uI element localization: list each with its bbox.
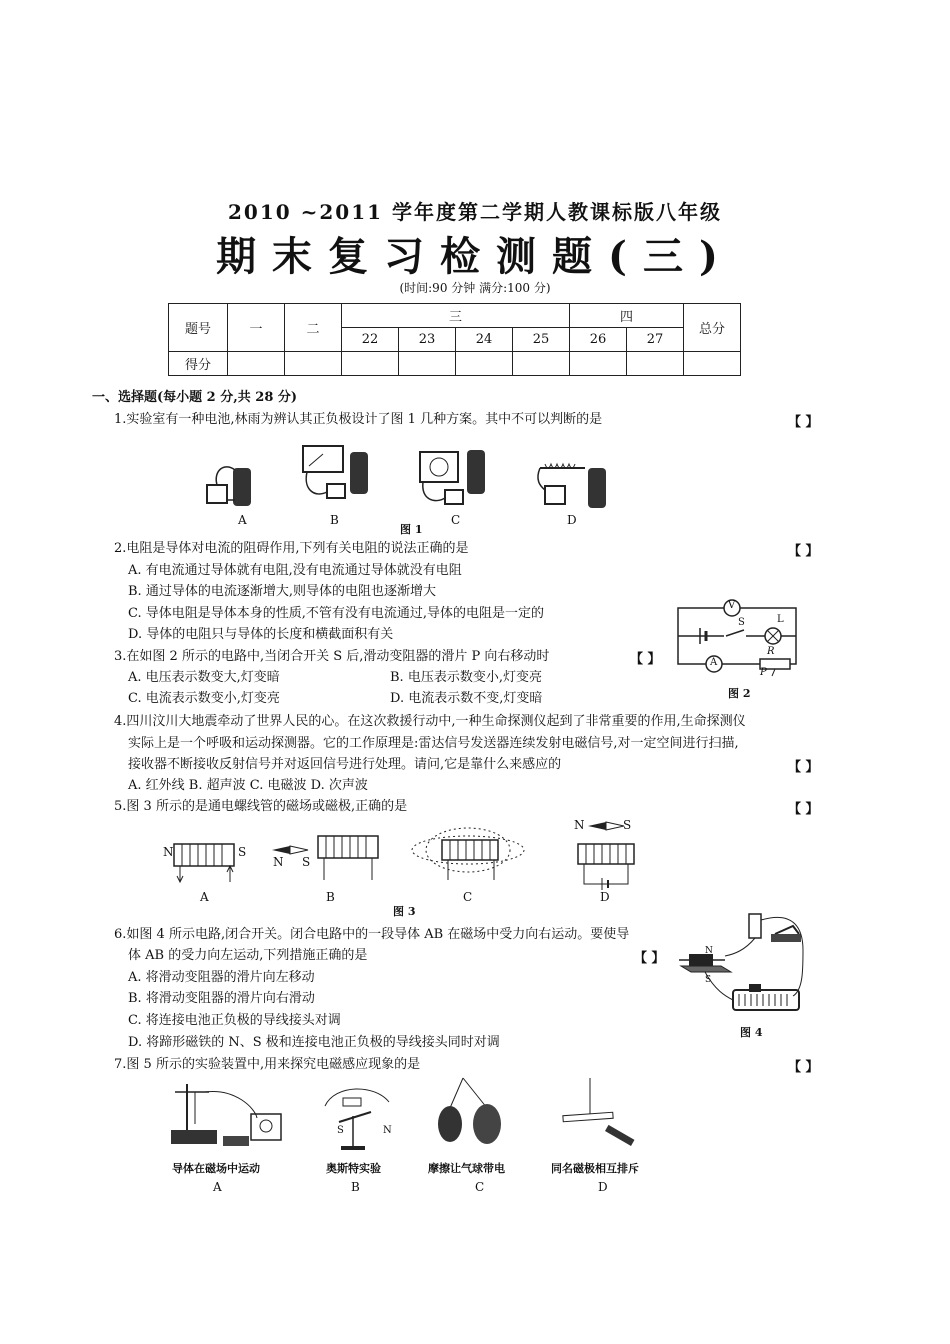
fig5-option-d (563, 1078, 635, 1146)
figure-1 (195, 440, 625, 530)
fig3-d-n: N (574, 818, 585, 832)
q26-header: 26 (570, 328, 627, 352)
fig3-b-s: S (302, 855, 311, 869)
fig2-label-a: A (710, 657, 718, 668)
fig1-label-c: C (451, 513, 461, 527)
q6-option-a: A. 将滑动变阻器的滑片向左移动 (128, 970, 315, 985)
answer-bracket[interactable]: 【 】 (788, 802, 819, 817)
part3-header: 三 (342, 304, 570, 328)
score-cell[interactable] (684, 352, 741, 376)
q6-option-c: C. 将连接电池正负极的导线接头对调 (128, 1013, 341, 1028)
fig3-a-n: N (163, 845, 174, 859)
q1-stem: 1.实验室有一种电池,林雨为辨认其正负极设计了图 1 几种方案。其中不可以判断的是 (114, 412, 603, 427)
fig5-caption-a: 导体在磁场中运动 (172, 1162, 260, 1175)
fig3-d-s: S (623, 818, 632, 832)
fig5-label-a: A (213, 1180, 222, 1194)
fig5-label-c: C (475, 1180, 485, 1194)
fig4-caption: 图 4 (740, 1026, 763, 1039)
fig2-label-p: P (760, 667, 767, 678)
fig1-label-d: D (567, 513, 577, 527)
fig3-label-a: A (200, 890, 209, 904)
score-cell[interactable] (285, 352, 342, 376)
score-cell[interactable] (228, 352, 285, 376)
answer-bracket[interactable]: 【 】 (788, 415, 819, 430)
q3-stem: 3.在如图 2 所示的电路中,当闭合开关 S 后,滑动变阻器的滑片 P 向右移动时 (114, 649, 550, 664)
answer-bracket[interactable]: 【 】 (788, 1060, 819, 1075)
part4-header: 四 (570, 304, 684, 328)
figure-3 (160, 820, 650, 900)
fig2-label-l: L (777, 614, 784, 625)
fig3-option-b (272, 836, 378, 880)
q4-line2: 实际上是一个呼吸和运动探测器。它的工作原理是:雷达信号发送器连续发射电磁信号,对一定空间进行扫描, (128, 736, 739, 751)
fig1-option-a (207, 467, 251, 506)
figure-4 (675, 910, 825, 1025)
score-label: 得分 (169, 352, 228, 376)
fig1-label-b: B (330, 513, 339, 527)
q27-header: 27 (627, 328, 684, 352)
fig1-option-c (420, 450, 485, 504)
q2-stem: 2.电阻是导体对电流的阻碍作用,下列有关电阻的说法正确的是 (114, 541, 469, 556)
fig2-caption: 图 2 (728, 687, 751, 700)
figure-2-circuit (676, 596, 806, 684)
q5-stem: 5.图 3 所示的是通电螺线管的磁场或磁极,正确的是 (114, 799, 408, 814)
exam-info: (时间:90 分钟 满分:100 分) (399, 281, 551, 295)
fig1-label-a: A (238, 513, 247, 527)
q22-header: 22 (342, 328, 399, 352)
fig4-n: N (705, 946, 713, 956)
q3-option-b: B. 电压表示数变小,灯变亮 (390, 670, 542, 685)
fig2-label-v: V (728, 600, 736, 611)
fig3-option-a (174, 844, 234, 882)
fig3-caption: 图 3 (393, 905, 416, 918)
q3-option-c: C. 电流表示数变小,灯变亮 (128, 691, 280, 706)
fig3-label-c: C (463, 890, 473, 904)
fig5-b-n: N (383, 1125, 392, 1136)
q25-header: 25 (513, 328, 570, 352)
fig3-a-s: S (238, 845, 247, 859)
fig5-caption-b: 奥斯特实验 (326, 1162, 381, 1175)
fig5-b-s: S (337, 1125, 344, 1136)
fig2-label-s: S (738, 617, 745, 628)
answer-bracket[interactable]: 【 】 (788, 544, 819, 559)
q24-header: 24 (456, 328, 513, 352)
fig5-caption-c: 摩擦让气球带电 (428, 1162, 505, 1175)
score-table (168, 303, 741, 376)
fig3-b-n: N (273, 855, 284, 869)
answer-bracket[interactable]: 【 】 (630, 652, 661, 667)
score-cell[interactable] (342, 352, 399, 376)
q2-option-c: C. 导体电阻是导体本身的性质,不管有没有电流通过,导体的电阻是一定的 (128, 606, 545, 621)
part1-header: 一 (228, 304, 285, 352)
score-cell[interactable] (570, 352, 627, 376)
fig2-label-r: R (767, 646, 775, 657)
score-cell[interactable] (456, 352, 513, 376)
q6-option-d: D. 将蹄形磁铁的 N、S 极和连接电池正负极的导线接头同时对调 (128, 1035, 500, 1050)
q6-line2: 体 AB 的受力向左运动,下列措施正确的是 (128, 948, 368, 963)
part2-header: 二 (285, 304, 342, 352)
q6-option-b: B. 将滑动变阻器的滑片向右滑动 (128, 991, 315, 1006)
fig4-s: S (705, 975, 712, 985)
figure-5 (165, 1078, 655, 1156)
fig5-label-d: D (598, 1180, 608, 1194)
q4-line1: 4.四川汶川大地震牵动了世界人民的心。在这次救援行动中,一种生命探测仪起到了非常重要的作用,生命探测仪 (114, 714, 746, 729)
row-label: 题号 (169, 304, 228, 352)
answer-bracket[interactable]: 【 】 (788, 760, 819, 775)
q7-stem: 7.图 5 所示的实验装置中,用来探究电磁感应现象的是 (114, 1057, 421, 1072)
fig1-option-d (538, 464, 606, 508)
fig5-label-b: B (351, 1180, 360, 1194)
fig5-caption-d: 同名磁极相互排斥 (551, 1162, 639, 1175)
fig3-label-d: D (600, 890, 610, 904)
total-header: 总分 (684, 304, 741, 352)
score-cell[interactable] (513, 352, 570, 376)
exam-subtitle: 2010 ~2011 学年度第二学期人教课标版八年级 (227, 200, 722, 224)
fig3-option-d (578, 822, 634, 890)
q4-options: A. 红外线 B. 超声波 C. 电磁波 D. 次声波 (128, 778, 368, 793)
fig5-option-a (171, 1084, 281, 1146)
q23-header: 23 (399, 328, 456, 352)
q6-line1: 6.如图 4 所示电路,闭合开关。闭合电路中的一段导体 AB 在磁场中受力向右运动。要使导 (114, 927, 630, 942)
q3-option-a: A. 电压表示数变大,灯变暗 (128, 670, 280, 685)
q3-option-d: D. 电流表示数不变,灯变暗 (390, 691, 543, 706)
exam-title: 期末复习检测题(三) (216, 233, 734, 280)
q4-line3: 接收器不断接收反射信号并对返回信号进行处理。请问,它是靠什么来感应的 (128, 757, 562, 772)
fig3-option-c (412, 828, 524, 880)
fig1-caption: 图 1 (400, 523, 423, 536)
q2-option-b: B. 通过导体的电流逐渐增大,则导体的电阻也逐渐增大 (128, 584, 436, 599)
section-heading: 一、选择题(每小题 2 分,共 28 分) (92, 390, 298, 405)
fig1-option-b (303, 446, 368, 498)
fig3-label-b: B (326, 890, 335, 904)
q2-option-a: A. 有电流通过导体就有电阻,没有电流通过导体就没有电阻 (128, 563, 462, 578)
score-cell[interactable] (627, 352, 684, 376)
fig5-option-b (325, 1089, 389, 1150)
score-cell[interactable] (399, 352, 456, 376)
fig5-option-c (438, 1078, 501, 1144)
q2-option-d: D. 导体的电阻只与导体的长度和横截面积有关 (128, 627, 394, 642)
answer-bracket[interactable]: 【 】 (634, 951, 665, 966)
